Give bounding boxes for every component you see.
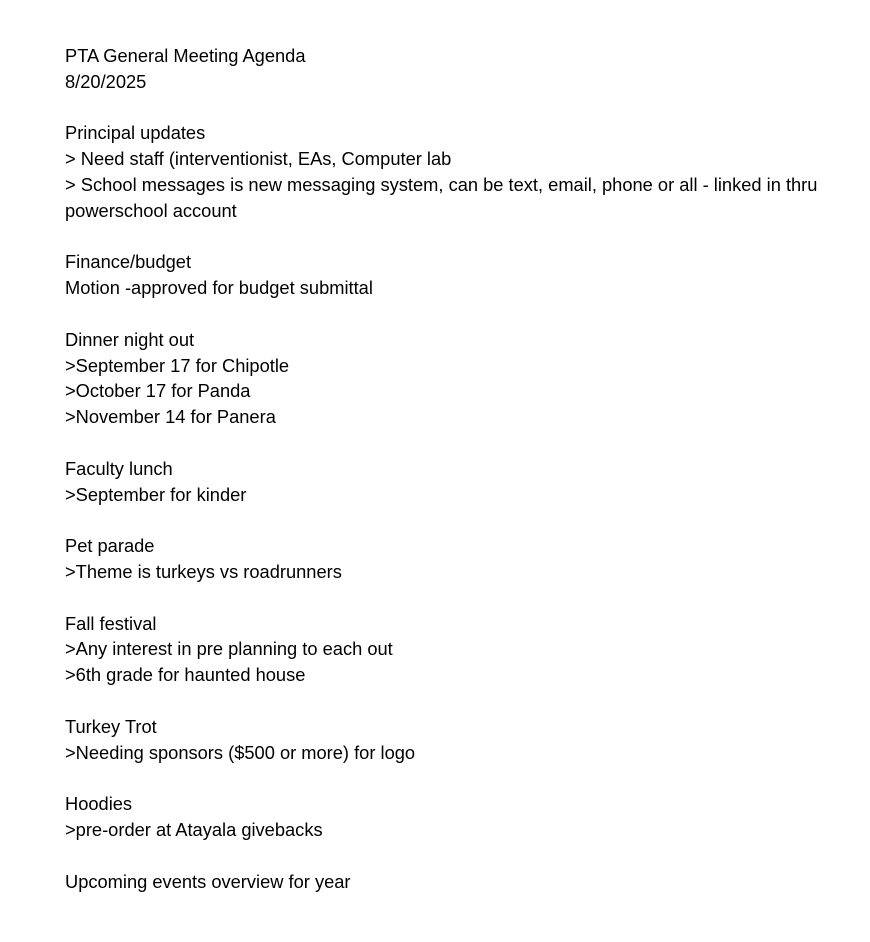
spacer: [65, 430, 825, 456]
section-fall-festival: [65, 611, 825, 688]
document-date: 8/20/2025: [65, 70, 147, 92]
list-item: >November 14 for Panera: [65, 406, 276, 428]
spacer: [65, 585, 825, 611]
document-title: PTA General Meeting Agenda: [65, 45, 306, 66]
list-item: >September for kinder: [65, 483, 247, 505]
list-item: > School messages is new messaging system, can be text, email, phone or all - linked in thru powerschool account: [65, 173, 823, 221]
section-dinner-night-out: [65, 327, 825, 430]
list-item: >September 17 for Chipotle: [65, 354, 290, 376]
section-pet-parade: [65, 533, 825, 585]
list-item: Motion -approved for budget submittal: [65, 277, 373, 299]
section-heading: Finance/budget: [65, 251, 192, 273]
section-heading: Hoodies: [65, 793, 133, 815]
spacer: [65, 765, 825, 791]
section-heading: Fall festival: [65, 612, 157, 634]
list-item: >Theme is turkeys vs roadrunners: [65, 560, 342, 582]
section-turkey-trot: [65, 714, 825, 766]
document-body: [65, 43, 825, 894]
spacer: [65, 95, 825, 121]
section-finance-budget: [65, 249, 825, 301]
section-heading: Upcoming events overview for year: [65, 870, 351, 892]
list-item: >Needing sponsors ($500 or more) for logo: [65, 741, 416, 763]
spacer: [65, 224, 825, 250]
section-upcoming-events: [65, 869, 825, 895]
list-item: > Need staff (interventionist, EAs, Computer lab: [65, 148, 452, 170]
section-heading: Turkey Trot: [65, 715, 157, 737]
list-item: >October 17 for Panda: [65, 380, 251, 402]
section-faculty-lunch: [65, 456, 825, 508]
spacer: [65, 843, 825, 869]
section-hoodies: [65, 791, 825, 843]
spacer: [65, 688, 825, 714]
list-item: >Any interest in pre planning to each out: [65, 638, 393, 660]
list-item: >pre-order at Atayala givebacks: [65, 818, 323, 840]
section-principal-updates: [65, 120, 825, 223]
section-heading: Principal updates: [65, 122, 206, 144]
spacer: [65, 507, 825, 533]
spacer: [65, 301, 825, 327]
section-heading: Pet parade: [65, 535, 155, 557]
list-item: >6th grade for haunted house: [65, 664, 306, 686]
section-heading: Faculty lunch: [65, 457, 173, 479]
section-heading: Dinner night out: [65, 328, 195, 350]
